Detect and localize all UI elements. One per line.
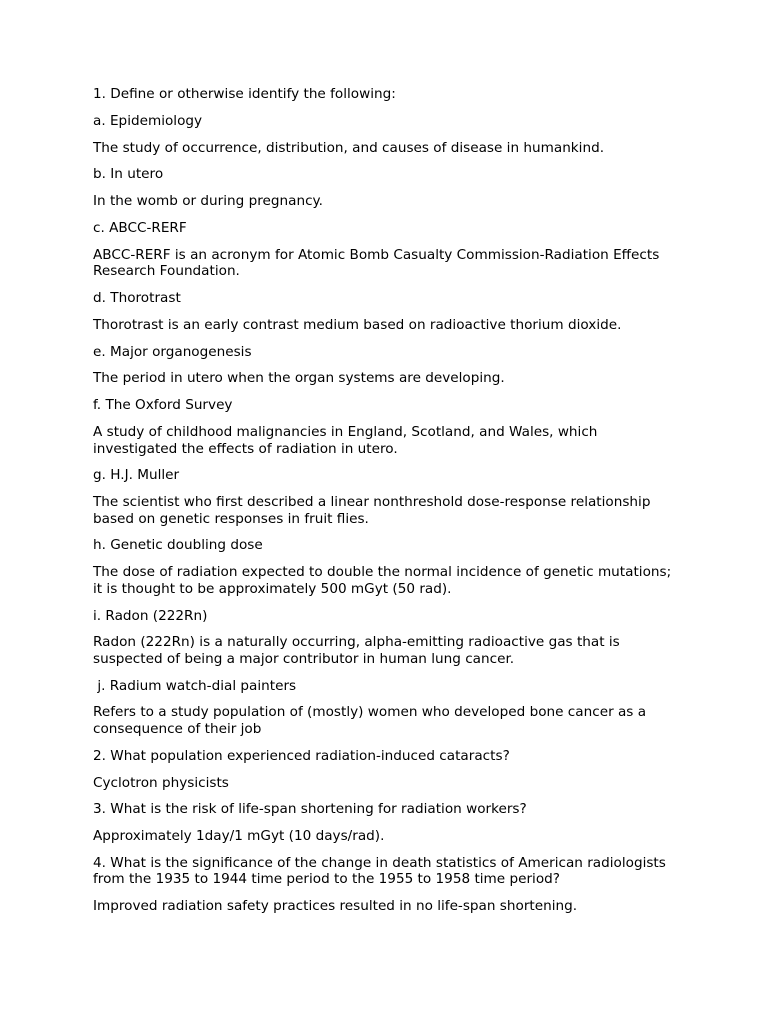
answer-3: Approximately 1day/1 mGyt (10 days/rad). [93, 828, 385, 845]
question-1: 1. Define or otherwise identify the following: [93, 86, 396, 102]
answer-genetic-doubling-dose: The dose of radiation expected to double the normal incidence of genetic mutations; it is thought to be approximately 500 mGyt (50 rad). [93, 564, 676, 597]
document-page [93, 86, 683, 925]
question-3: 3. What is the risk of life-span shortening for radiation workers? [93, 801, 527, 818]
answer-major-organogenesis: The period in utero when the organ systems are developing. [93, 370, 505, 387]
answer-hj-muller: The scientist who first described a linear nonthreshold dose-response relationship based on genetic responses in fruit flies. [93, 494, 655, 527]
answer-4: Improved radiation safety practices resulted in no life-span shortening. [93, 898, 578, 915]
answer-in-utero: In the womb or during pregnancy. [93, 193, 323, 210]
term-abcc-rerf: c. ABCC-RERF [93, 219, 187, 236]
question-4: 4. What is the significance of the change in death statistics of American radiologists from the 1935 to 1944 time period to the 1955 to 1958 time period? [93, 854, 671, 888]
term-hj-muller: g. H.J. Muller [93, 467, 180, 484]
answer-abcc-rerf: ABCC-RERF is an acronym for Atomic Bomb Casualty Commission-Radiation Effects Research Foundation. [93, 246, 664, 280]
term-in-utero: b. In utero [93, 166, 164, 183]
term-thorotrast: d. Thorotrast [93, 290, 181, 307]
answer-radon: Radon (222Rn) is a naturally occurring, alpha-emitting radioactive gas that is suspected of being a major contributor in human lung cancer. [93, 634, 625, 667]
term-epidemiology: a. Epidemiology [93, 112, 203, 129]
answer-oxford-survey: A study of childhood malignancies in England, Scotland, and Wales, which investigated the effects of radiation in utero. [93, 424, 602, 457]
answer-thorotrast: Thorotrast is an early contrast medium based on radioactive thorium dioxide. [93, 316, 622, 333]
answer-epidemiology: The study of occurrence, distribution, and causes of disease in humankind. [93, 139, 605, 156]
question-2: 2. What population experienced radiation-induced cataracts? [93, 747, 510, 764]
term-radium-watch-dial-painters: j. Radium watch-dial painters [93, 677, 297, 694]
term-oxford-survey: f. The Oxford Survey [93, 397, 233, 414]
term-radon: i. Radon (222Rn) [93, 607, 208, 624]
term-genetic-doubling-dose: h. Genetic doubling dose [93, 537, 263, 554]
answer-2: Cyclotron physicists [93, 774, 229, 791]
term-major-organogenesis: e. Major organogenesis [93, 343, 252, 360]
answer-radium-watch-dial-painters: Refers to a study population of (mostly) women who developed bone cancer as a consequence of their job [93, 704, 651, 737]
